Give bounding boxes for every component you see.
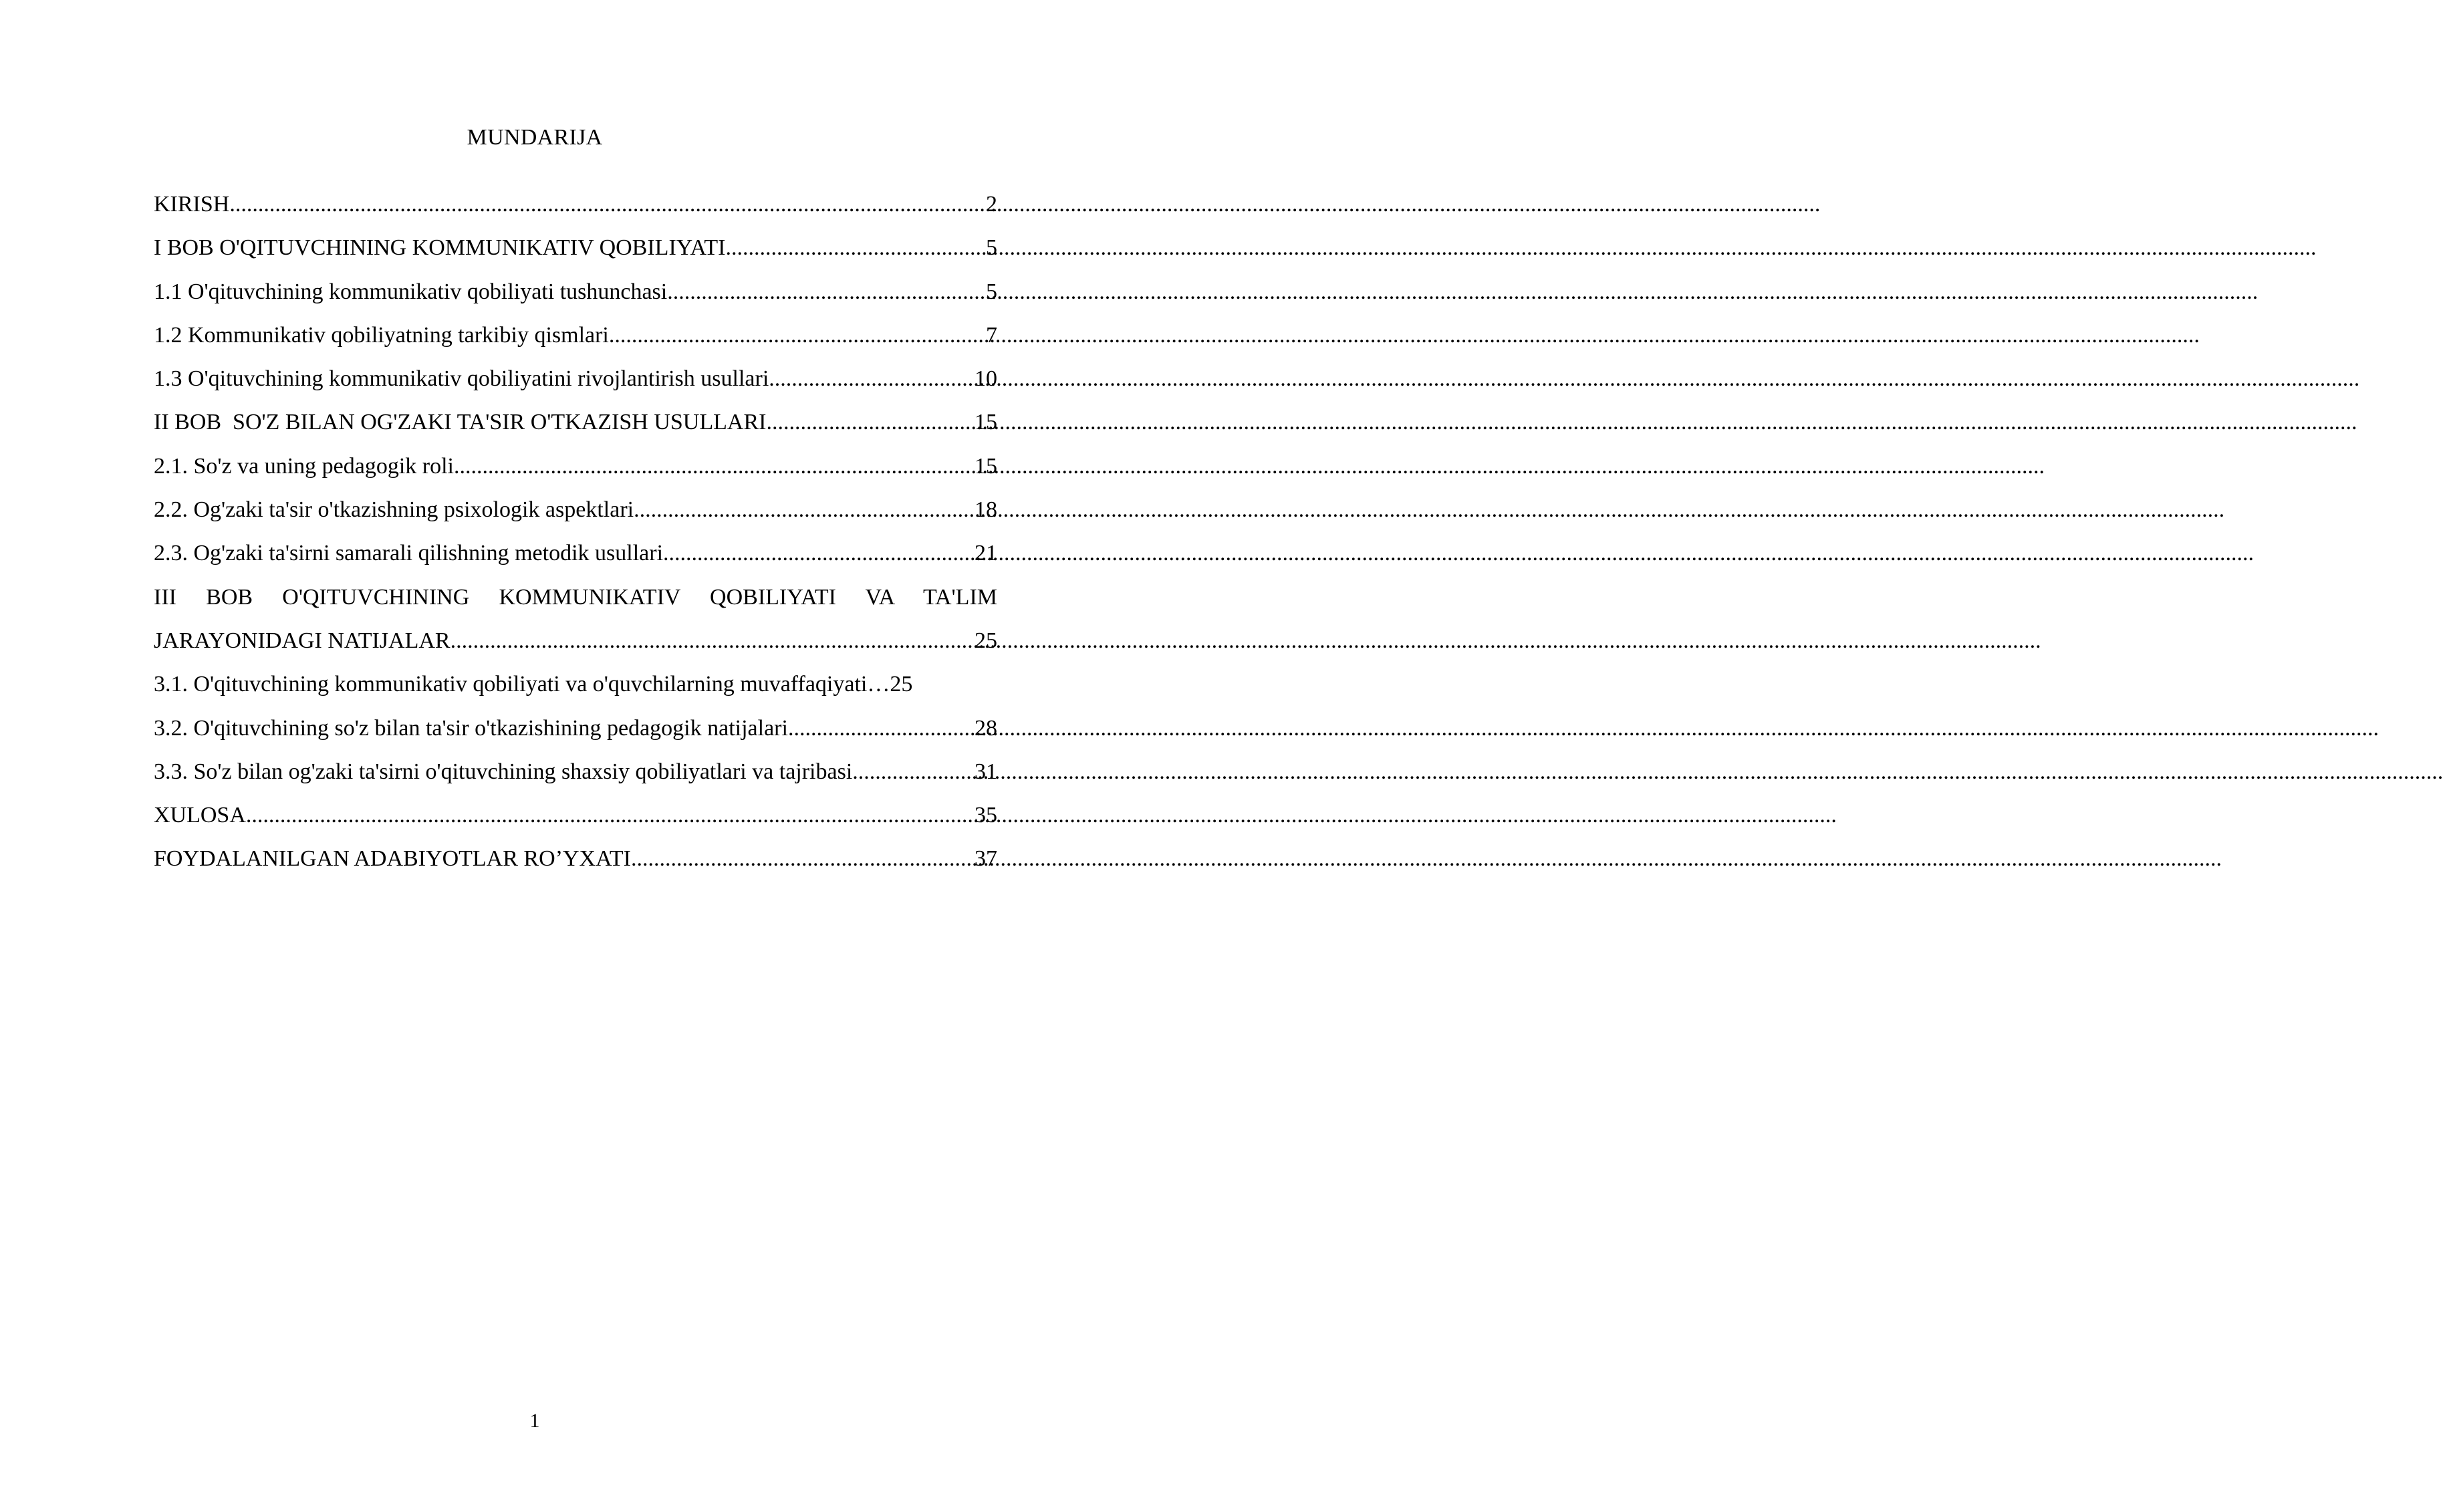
toc-entry-label: 1.2 Kommunikativ qobiliyatning tarkibiy qismlari <box>154 322 609 348</box>
toc-entry-label-line1: III BOB O'QITUVCHINING KOMMUNIKATIV QOBILIYATI VA TA'LIM <box>154 584 997 610</box>
toc-entry <box>154 837 997 880</box>
toc-leader-dots <box>852 750 975 793</box>
toc-entry-heading-line <box>154 576 997 619</box>
toc-entry-label: 2.1. So'z va uning pedagogik roli <box>154 453 455 479</box>
toc-entry-page: 5 <box>986 279 997 304</box>
toc-entry <box>154 750 997 793</box>
toc-entry-page: 31 <box>975 759 997 784</box>
toc-leader-dots <box>631 837 975 880</box>
toc-leader-dots <box>454 445 975 488</box>
toc-entry-label: 2.3. Og'zaki ta'sirni samarali qilishning metodik usullari <box>154 541 664 566</box>
toc-entry-page: 18 <box>975 497 997 523</box>
toc-entry <box>154 445 997 488</box>
toc-entry <box>154 662 997 706</box>
toc-entry <box>154 707 997 750</box>
toc-entry-label: KIRISH <box>154 192 230 217</box>
toc-leader-dots <box>667 270 986 313</box>
toc-entry-page: 15 <box>975 410 997 435</box>
toc-entry <box>154 488 997 531</box>
toc-leader-dots <box>766 400 975 444</box>
toc-leader-dots <box>788 707 975 750</box>
toc-leader-dots <box>246 793 975 837</box>
toc-entry <box>154 313 997 357</box>
toc-entry-page: 37 <box>975 846 997 872</box>
toc-entry-page: 25 <box>975 628 997 653</box>
toc-leader-dots <box>229 182 986 226</box>
toc-entry-page: 28 <box>975 715 997 741</box>
toc-leader-dots <box>663 531 975 575</box>
toc-entry <box>154 400 997 444</box>
toc-entry-page: 35 <box>975 803 997 828</box>
toc-leader-dots <box>769 357 975 400</box>
toc-entry <box>154 270 997 313</box>
toc-entry-label: FOYDALANILGAN ADABIYOTLAR RO’YXATI <box>154 846 631 872</box>
toc-entry-label: 1.3 O'qituvchining kommunikativ qobiliyatini rivojlantirish usullari <box>154 366 769 392</box>
toc-leader-dots <box>634 488 975 531</box>
toc-entry <box>154 793 997 837</box>
table-of-contents <box>154 182 997 881</box>
page-number: 1 <box>529 1410 540 1432</box>
toc-entry-label: 3.2. O'qituvchining so'z bilan ta'sir o'tkazishining pedagogik natijalari <box>154 715 788 741</box>
toc-leader-dots <box>609 313 986 357</box>
toc-entry-page: 2 <box>986 192 997 217</box>
toc-entry-page: 15 <box>975 453 997 479</box>
toc-entry-page: 5 <box>986 235 997 261</box>
toc-entry <box>154 357 997 400</box>
toc-entry-label: I BOB O'QITUVCHINING KOMMUNIKATIV QOBILIYATI <box>154 235 726 261</box>
toc-entry-label: JARAYONIDAGI NATIJALAR <box>154 628 451 653</box>
toc-entry-label: II BOB SO'Z BILAN OG'ZAKI TA'SIR O'TKAZISH USULLARI <box>154 410 767 435</box>
toc-entry-label: 1.1 O'qituvchining kommunikativ qobiliyati tushunchasi <box>154 279 668 304</box>
toc-entry <box>154 182 997 226</box>
toc-title: MUNDARIJA <box>467 125 603 150</box>
toc-entry-label: 3.3. So'z bilan og'zaki ta'sirni o'qituvchining shaxsiy qobiliyatlari va tajribasi <box>154 759 853 784</box>
toc-entry-page: 25 <box>890 672 913 697</box>
toc-entry-page: 10 <box>975 366 997 392</box>
toc-entry <box>154 226 997 269</box>
toc-entry-page: 21 <box>975 541 997 566</box>
toc-leader-dots <box>725 226 986 269</box>
toc-entry-label: 2.2. Og'zaki ta'sir o'tkazishning psixologik aspektlari <box>154 497 634 523</box>
document-page <box>0 0 1069 1512</box>
toc-entry-page: 7 <box>986 322 997 348</box>
toc-entry <box>154 531 997 575</box>
toc-leader-dots <box>451 619 975 662</box>
toc-entry-label: XULOSA <box>154 803 246 828</box>
toc-entry <box>154 619 997 662</box>
toc-entry-label: 3.1. O'qituvchining kommunikativ qobiliyati va o'quvchilarning muvaffaqiyati… <box>154 672 890 697</box>
